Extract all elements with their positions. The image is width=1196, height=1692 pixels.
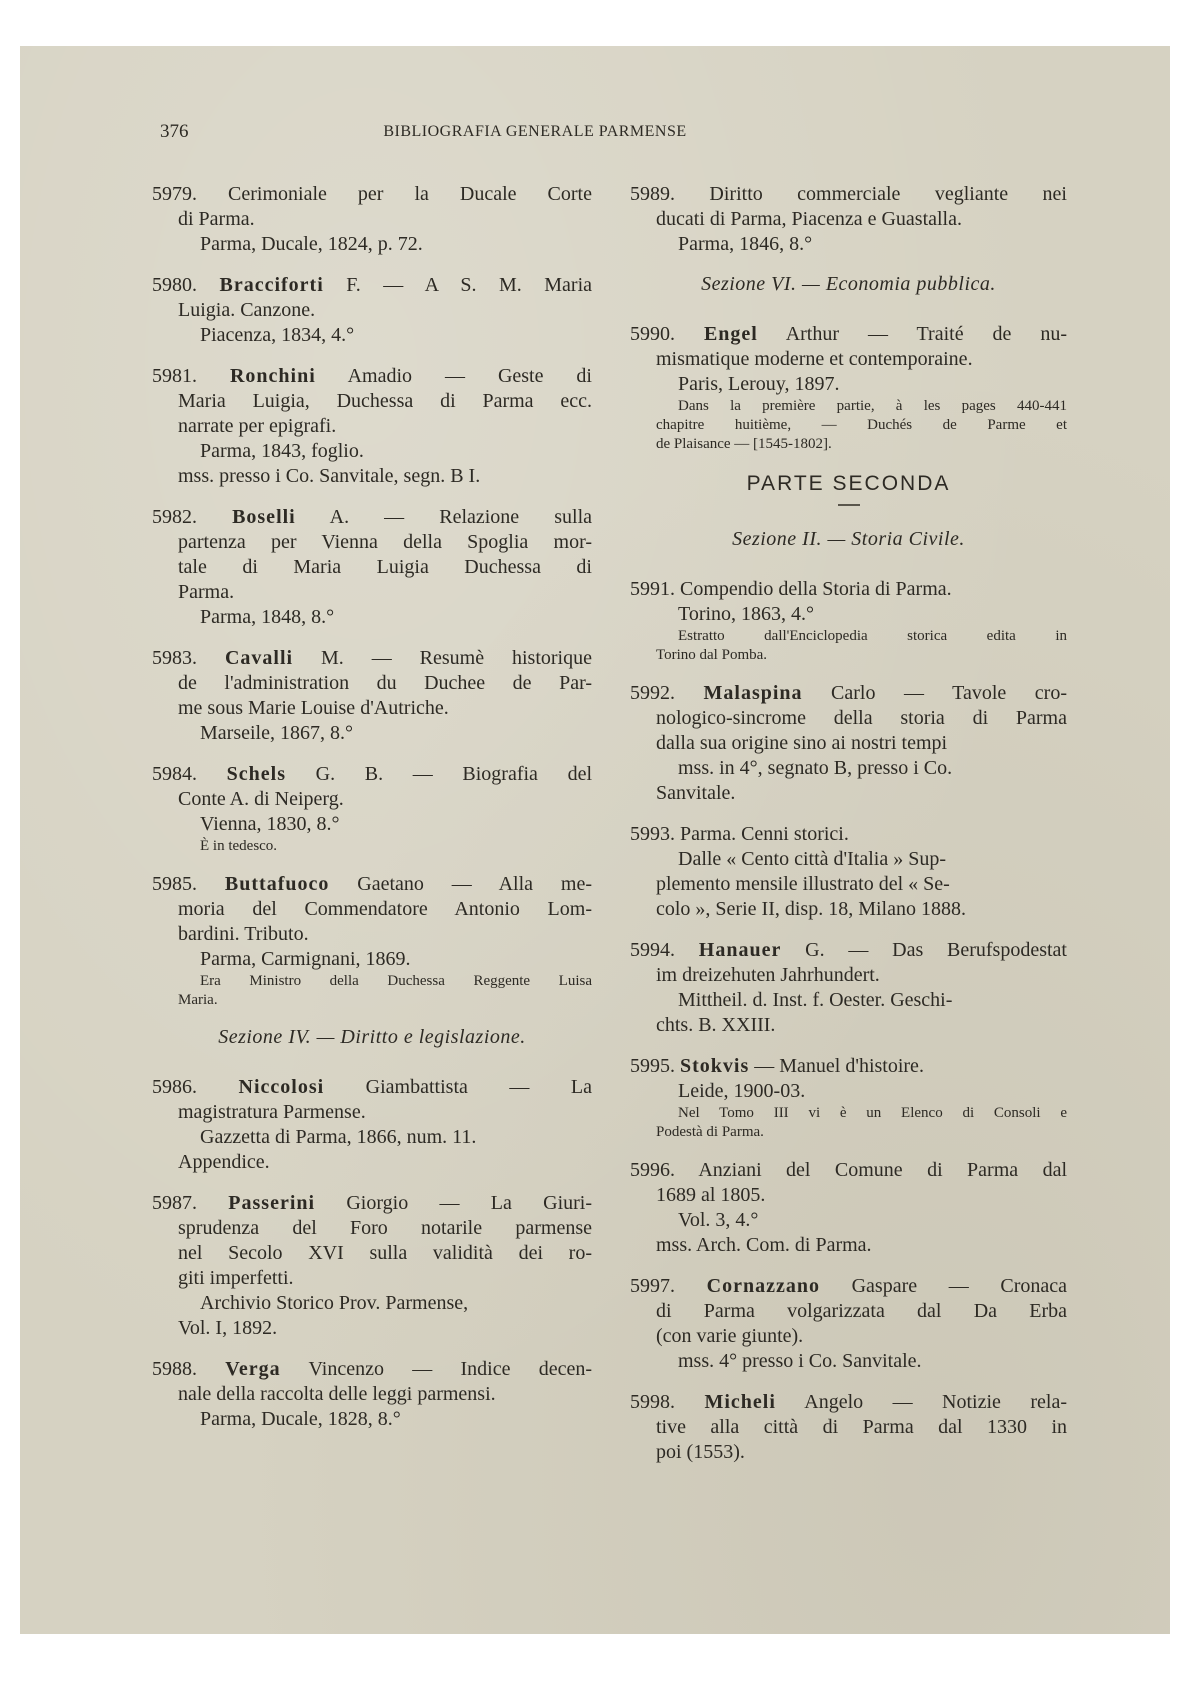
entry-text-line: 5996. Anziani del Comune di Parma dal [630, 1159, 1067, 1181]
section-heading: Sezione VI. — Economia pubblica. [701, 273, 996, 295]
entry-imprint: Piacenza, 1834, 4.° [200, 324, 355, 346]
entry-imprint: Parma, Ducale, 1828, 8.° [200, 1408, 401, 1430]
entry-text-line [630, 938, 1067, 963]
entry-author: Malaspina [703, 682, 803, 704]
entry-author: Bracciforti [219, 274, 324, 296]
entry-text-line: Maria Luigia, Duchessa di Parma ecc. [178, 390, 592, 412]
entry-text-line: de l'administration du Duchee de Par- [178, 672, 592, 694]
bibliography-entry [152, 364, 592, 489]
entry-note: È in tedesco. [200, 838, 278, 854]
entry-imprint: Parma, 1843, foglio. [200, 440, 364, 462]
page-number: 376 [160, 121, 189, 142]
entry-author: Buttafuoco [224, 873, 330, 895]
running-title: BIBLIOGRAFIA GENERALE PARMENSE [383, 123, 687, 140]
entry-text-line [630, 1054, 1067, 1079]
bibliography-entry [152, 505, 592, 630]
entry-text-line: nale della raccolta delle leggi parmensi. [178, 1383, 496, 1405]
entry-text-line: 5989. Diritto commerciale vegliante nei [630, 183, 1067, 205]
entry-number: 5995. [630, 1055, 680, 1077]
entry-imprint: Sanvitale. [656, 782, 736, 804]
entry-number: 5980. [152, 274, 220, 296]
entry-author: Passerini [228, 1192, 316, 1214]
entry-note: Podestà di Parma. [656, 1124, 764, 1140]
entry-text-line: 5993. Parma. Cenni storici. [630, 823, 849, 845]
entry-text-line: sprudenza del Foro notarile parmense [178, 1217, 592, 1239]
entry-imprint: Vol. 3, 4.° [678, 1209, 759, 1231]
section-heading: Sezione IV. — Diritto e legislazione. [218, 1026, 526, 1048]
entry-text: G. — Das Berufspodestat [781, 939, 1067, 961]
entry-text-line: Conte A. di Neiperg. [178, 788, 344, 810]
entry-imprint: Torino, 1863, 4.° [678, 603, 815, 625]
entry-text-line [152, 505, 592, 530]
bibliography-entry [630, 577, 1067, 665]
bibliography-entry [630, 681, 1067, 806]
entry-imprint: Gazzetta di Parma, 1866, num. 11. [200, 1126, 477, 1148]
entry-text-line [152, 364, 592, 389]
entry-imprint: Parma, Ducale, 1824, p. 72. [200, 233, 423, 255]
entry-author: Engel [703, 323, 758, 345]
section-heading: Sezione II. — Storia Civile. [732, 528, 965, 550]
bibliography-entry [152, 1191, 592, 1341]
entry-note: Estratto dall'Enciclopedia storica edita in [678, 628, 1067, 644]
entry-author: Micheli [704, 1391, 776, 1413]
right-column [630, 182, 1067, 1481]
entry-text: A. — Relazione sulla [295, 506, 593, 528]
entry-text-line: giti imperfetti. [178, 1267, 294, 1289]
entry-imprint: Dalle « Cento città d'Italia » Sup- [678, 848, 946, 870]
entry-text-line: 1689 al 1805. [656, 1184, 766, 1206]
bibliography-entry [152, 646, 592, 746]
entry-note: chapitre huitième, — Duchés de Parme et [656, 417, 1067, 433]
entry-number: 5990. [630, 323, 704, 345]
entry-imprint: chts. B. XXIII. [656, 1014, 776, 1036]
entry-imprint: Archivio Storico Prov. Parmense, [200, 1292, 469, 1314]
entry-imprint: mss. presso i Co. Sanvitale, segn. B I. [178, 465, 481, 487]
entry-text-line [152, 1357, 592, 1382]
entry-text-line [152, 273, 592, 298]
entry-text-line: narrate per epigrafi. [178, 415, 337, 437]
entry-text-line: 5991. Compendio della Storia di Parma. [630, 578, 952, 600]
entry-text: M. — Resumè historique [293, 647, 592, 669]
bibliography-entry [152, 872, 592, 1010]
entry-number: 5997. [630, 1275, 707, 1297]
entry-number: 5992. [630, 682, 704, 704]
entry-text-line: bardini. Tributo. [178, 923, 309, 945]
entry-text-line [152, 872, 592, 897]
entry-text-line: Parma. [178, 581, 235, 603]
entry-text-line: nologico-sincrome della storia di Parma [656, 707, 1067, 729]
entry-author: Boselli [232, 506, 296, 528]
entry-number: 5988. [152, 1358, 226, 1380]
entry-text: — Manuel d'histoire. [749, 1055, 924, 1077]
entry-text-line: magistratura Parmense. [178, 1101, 366, 1123]
entry-text-line: mismatique moderne et contemporaine. [656, 348, 973, 370]
bibliography-entry [630, 822, 1067, 922]
entry-text-line: dalla sua origine sino ai nostri tempi [656, 732, 948, 754]
entry-text: Gaspare — Cronaca [819, 1275, 1068, 1297]
entry-imprint: Mittheil. d. Inst. f. Oester. Geschi- [678, 989, 953, 1011]
bibliography-entry [152, 762, 592, 856]
entry-imprint: mss. 4° presso i Co. Sanvitale. [678, 1350, 922, 1372]
bibliography-entry [152, 182, 592, 257]
entry-number: 5987. [152, 1192, 229, 1214]
entry-text: Angelo — Notizie rela- [775, 1391, 1068, 1413]
entry-text-line: Luigia. Canzone. [178, 299, 316, 321]
entry-text: Carlo — Tavole cro- [802, 682, 1067, 704]
entry-text-line: moria del Commendatore Antonio Lom- [178, 898, 592, 920]
entry-note: Dans la première partie, à les pages 440-441 [678, 398, 1067, 414]
entry-imprint: mss. in 4°, segnato B, presso i Co. [678, 757, 953, 779]
entry-text-line [152, 1191, 592, 1216]
entry-author: Ronchini [229, 365, 316, 387]
entry-author: Cornazzano [706, 1275, 820, 1297]
entry-text: Vincenzo — Indice decen- [280, 1358, 592, 1380]
entry-text-line [152, 1075, 592, 1100]
entry-number: 5998. [630, 1391, 705, 1413]
bibliography-entry [630, 1054, 1067, 1142]
entry-imprint: Parma, Carmignani, 1869. [200, 948, 411, 970]
entry-text-line: im dreizehuten Jahrhundert. [656, 964, 880, 986]
entry-text-line: me sous Marie Louise d'Autriche. [178, 697, 449, 719]
entry-text-line [152, 646, 592, 671]
entry-number: 5986. [152, 1076, 239, 1098]
entry-imprint: Marseile, 1867, 8.° [200, 722, 353, 744]
bibliography-entry [152, 1357, 592, 1432]
entry-number: 5982. [152, 506, 233, 528]
entry-imprint: Parma, 1848, 8.° [200, 606, 335, 628]
entry-imprint: Vol. I, 1892. [178, 1317, 278, 1339]
entry-text-line: 5979. Cerimoniale per la Ducale Corte [152, 183, 592, 205]
entry-author: Cavalli [224, 647, 294, 669]
entry-text: Amadio — Geste di [315, 365, 592, 387]
entry-text-line [630, 322, 1067, 347]
entry-text: Giorgio — La Giuri- [315, 1192, 593, 1214]
entry-imprint: Parma, 1846, 8.° [678, 233, 813, 255]
entry-note: Maria. [178, 992, 218, 1008]
entry-note: Torino dal Pomba. [656, 647, 768, 663]
bibliography-entry [630, 1158, 1067, 1258]
entry-text-line: di Parma. [178, 208, 255, 230]
entry-imprint: mss. Arch. Com. di Parma. [656, 1234, 872, 1256]
entry-text: Gaetano — Alla me- [329, 873, 593, 895]
entry-number: 5981. [152, 365, 230, 387]
entry-imprint: Paris, Lerouy, 1897. [678, 373, 840, 395]
bibliography-entry [152, 1075, 592, 1175]
entry-text-line: nel Secolo XVI sulla validità dei ro- [178, 1242, 592, 1264]
entry-text-line: (con varie giunte). [656, 1325, 804, 1347]
entry-text: G. B. — Biografia del [286, 763, 592, 785]
part-divider [838, 504, 860, 506]
entry-author: Hanauer [698, 939, 782, 961]
entry-text-line: poi (1553). [656, 1441, 745, 1463]
bibliography-entry [152, 273, 592, 348]
entry-imprint: colo », Serie II, disp. 18, Milano 1888. [656, 898, 966, 920]
entry-text-line: di Parma volgarizzata dal Da Erba [656, 1300, 1067, 1322]
bibliography-entry [630, 938, 1067, 1038]
entry-text-line: ducati di Parma, Piacenza e Guastalla. [656, 208, 962, 230]
entry-author: Niccolosi [238, 1076, 325, 1098]
entry-author: Schels [226, 763, 286, 785]
bibliography-entry [630, 322, 1067, 454]
entry-imprint: plemento mensile illustrato del « Se- [656, 873, 950, 895]
entry-number: 5994. [630, 939, 699, 961]
entry-text: Arthur — Traité de nu- [757, 323, 1068, 345]
entry-text: Giambattista — La [324, 1076, 592, 1098]
bibliography-entry [630, 1274, 1067, 1374]
entry-text-line [630, 1274, 1067, 1299]
entry-text: F. — A S. M. Maria [323, 274, 593, 296]
entry-imprint: Leide, 1900-03. [678, 1080, 806, 1102]
entry-author: Stokvis [680, 1055, 750, 1077]
bibliography-entry [630, 182, 1067, 257]
entry-note: Nel Tomo III vi è un Elenco di Consoli e [678, 1105, 1067, 1121]
entry-text-line [630, 681, 1067, 706]
entry-text-line: tale di Maria Luigia Duchessa di [178, 556, 592, 578]
entry-number: 5984. [152, 763, 227, 785]
entry-note: de Plaisance — [1545-1802]. [656, 436, 832, 452]
part-heading: PARTE SECONDA [746, 472, 951, 495]
entry-text-line [152, 762, 592, 787]
entry-number: 5985. [152, 873, 225, 895]
entry-author: Verga [225, 1358, 281, 1380]
running-head [160, 121, 830, 145]
left-column [152, 182, 592, 1448]
entry-text-line [630, 1390, 1067, 1415]
entry-text-line: partenza per Vienna della Spoglia mor- [178, 531, 592, 553]
bibliography-entry [630, 1390, 1067, 1465]
entry-number: 5983. [152, 647, 225, 669]
entry-text-line: tive alla città di Parma dal 1330 in [656, 1416, 1067, 1438]
entry-imprint: Appendice. [178, 1151, 270, 1173]
entry-note: Era Ministro della Duchessa Reggente Luisa [200, 973, 592, 989]
entry-imprint: Vienna, 1830, 8.° [200, 813, 340, 835]
